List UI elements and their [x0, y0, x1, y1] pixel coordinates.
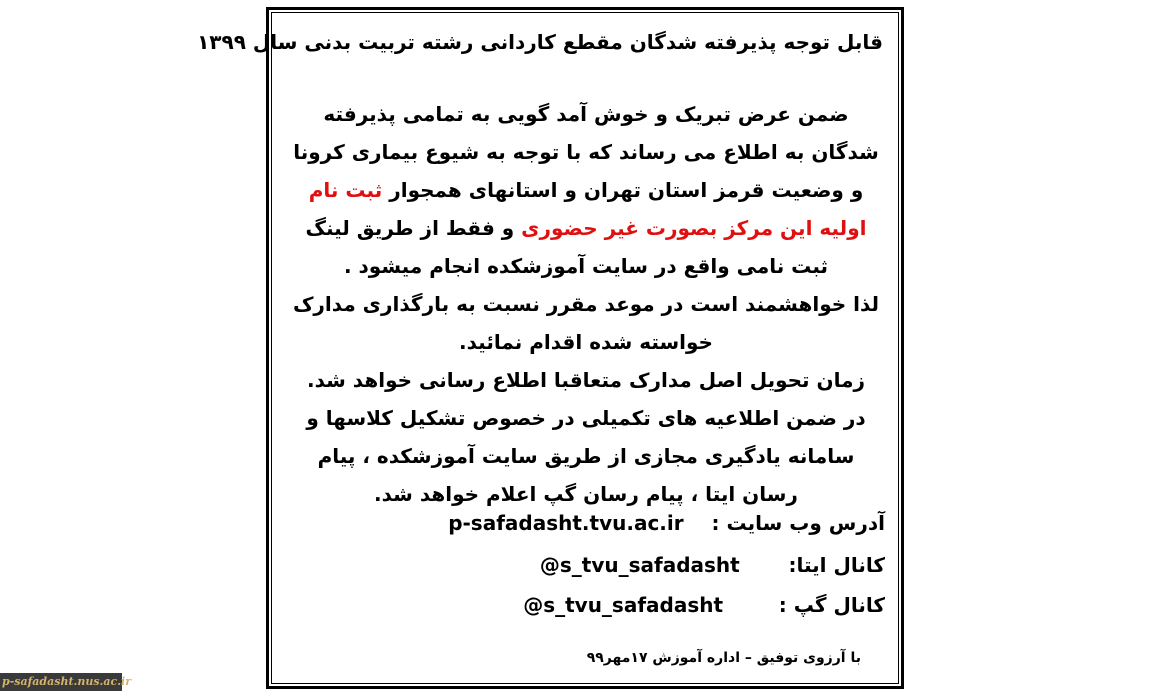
notice-title: قابل توجه پذیرفته شدگان مقطع کاردانی رشته تربیت بدنی سال ۱۳۹۹	[197, 30, 883, 54]
website-row	[285, 508, 885, 538]
eitaa-label: کانال ایتا:	[788, 553, 885, 577]
notice-body	[291, 95, 881, 513]
eitaa-row	[285, 550, 885, 580]
gap-label: کانال گپ :	[778, 593, 885, 617]
gap-row	[285, 590, 885, 620]
website-label: آدرس وب سایت :	[711, 511, 885, 535]
paragraph-registration-text-b: و فقط از طریق لینگ ثبت نامی واقع در سایت آموزشکده انجام میشود .	[305, 216, 829, 278]
paragraph-documents: لذا خواهشمند است در موعد مقرر نسبت به بارگذاری مدارک خواسته شده اقدام نمائید.	[292, 292, 880, 354]
paragraph-delivery: زمان تحویل اصل مدارک متعاقبا اطلاع رسانی خواهد شد.	[307, 368, 865, 392]
paragraph-registration-text-a: ضمن عرض تبریک و خوش آمد گویی به تمامی پذیرفته شدگان به اطلاع می رساند که با توجه به شیوع بیماری کرونا و وضعیت قرمز استان تهران و استانهای همجوار	[293, 102, 879, 202]
gap-channel[interactable]: @s_tvu_safadasht	[523, 593, 724, 617]
eitaa-channel[interactable]: @s_tvu_safadasht	[539, 553, 740, 577]
paragraph-registration	[291, 95, 881, 285]
registration-highlight: ثبت نام اولیه این مرکز بصورت غیر حضوری	[308, 178, 867, 240]
signature: با آرزوی توفیق – اداره آموزش ۱۷مهر۹۹	[586, 650, 861, 666]
paragraph-announcements: در ضمن اطلاعیه های تکمیلی در خصوص تشکیل کلاسها و سامانه یادگیری مجازی از طریق سایت آموزشکده ، پیام رسان ایتا ، پیام رسان گپ اعلام خواهد شد.	[306, 406, 866, 506]
watermark: p-safadasht.nus.ac.ir	[0, 673, 122, 691]
notice-card	[197, 7, 904, 689]
website-link[interactable]: p-safadasht.tvu.ac.ir	[448, 511, 684, 535]
